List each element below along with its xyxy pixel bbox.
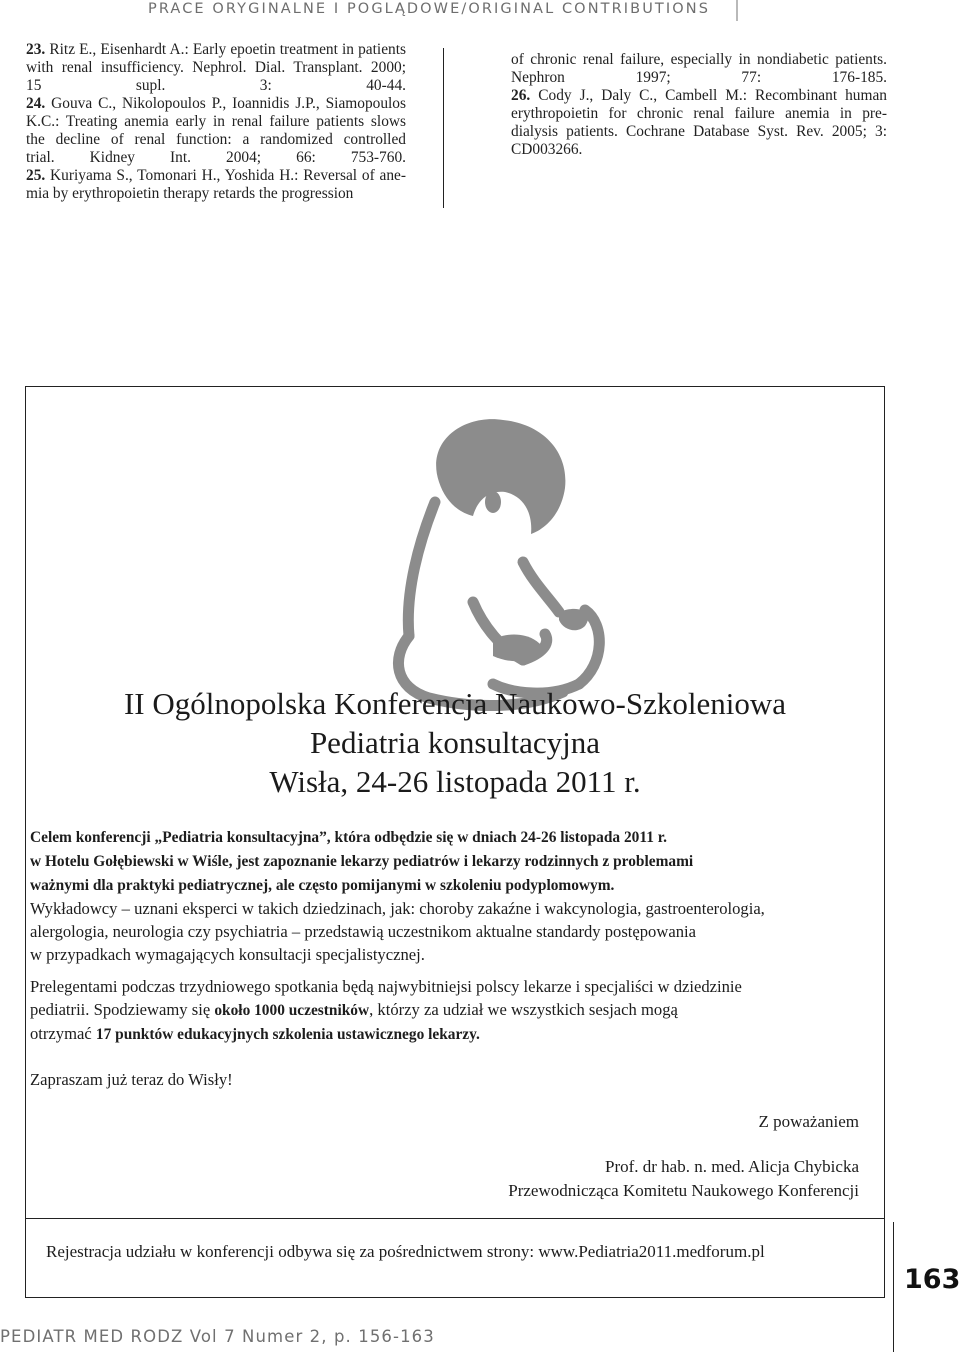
text-run: Gouva C., Nikolopoulos P., Ioannidis J.P., Siamopoulos: [51, 95, 406, 112]
text-line: [511, 123, 887, 141]
column-divider: [443, 48, 444, 208]
text-run: Prelegentami podczas trzydniowego spotkania będą najwybitniejsi polscy lekarze i specjaliści w dziedzinie: [30, 977, 742, 996]
text-run: w przypadkach wymagających konsultacji specjalistycznej.: [30, 945, 425, 964]
regards: Z poważaniem: [758, 1112, 859, 1131]
bold-text: ważnymi dla praktyki pediatrycznej, ale często pomijanymi w szkoleniu podyplomowym.: [30, 877, 615, 894]
text-line: [511, 51, 887, 69]
conference-subtitle: Pediatria konsultacyjna: [309, 725, 601, 760]
text-line: [26, 185, 406, 203]
text-line: [26, 41, 406, 59]
journal-footer: PEDIATR MED RODZ Vol 7 Numer 2, p. 156-163: [0, 1327, 435, 1346]
bold-text: około 1000 uczestników: [214, 1002, 370, 1019]
text-line: [30, 998, 868, 1022]
text-run: trial. Kidney Int. 2004; 66: 753-760.: [26, 149, 406, 166]
text-run: erythropoietin for chronic renal failure anemia in pre-: [511, 105, 887, 122]
conference-title: II Ogólnopolska Konferencja Naukowo-Szkoleniowa: [123, 686, 786, 721]
text-line: [26, 95, 406, 113]
text-line: [26, 131, 406, 149]
text-run: Nephron 1997; 77: 176-185.: [511, 69, 887, 86]
text-run: 15 supl. 3: 40-44.: [26, 77, 406, 94]
bold-text: Celem konferencji „Pediatria konsultacyjna”, która odbędzie się w dniach 24-26 listopada 2011 r.: [30, 829, 668, 846]
text-line: [30, 943, 868, 966]
text-run: Kuriyama S., Tomonari H., Yoshida H.: Reversal of ane-: [50, 167, 406, 184]
speakers-paragraph: [30, 975, 868, 1046]
text-run: dialysis patients. Cochrane Database Syst. Rev. 2005; 3:: [511, 123, 887, 140]
text-line: [30, 920, 868, 943]
text-line: [26, 59, 406, 77]
text-run: Wykładowcy – uznani eksperci w takich dziedzinach, jak: choroby zakaźne i wakcynologia, gastroenterologia,: [30, 899, 765, 918]
text-run: alergologia, neurologia czy psychiatria – przedstawią uczestnikom aktualne standardy postępowania: [30, 922, 696, 941]
text-line: [26, 113, 406, 131]
text-line: [30, 873, 868, 897]
text-run: of chronic renal failure, especially in nondiabetic patients.: [511, 51, 887, 68]
bold-text: 24.: [26, 95, 52, 112]
bold-text: 23.: [26, 41, 50, 58]
references-right-column: [511, 51, 887, 159]
text-line: [30, 849, 868, 873]
bold-text: 25.: [26, 167, 51, 184]
registration-link-text[interactable]: Rejestracja udziału w konferencji odbywa się za pośrednictwem strony: www.Pediatria2011.medforum.pl: [46, 1242, 765, 1261]
text-line: [26, 149, 406, 167]
conference-date-location: Wisła, 24-26 listopada 2011 r.: [269, 764, 641, 799]
running-header: PRACE ORYGINALNE I POGLĄDOWE/ORIGINAL CONTRIBUTIONS: [148, 1, 711, 17]
signatory-name: Prof. dr hab. n. med. Alicja Chybicka: [604, 1157, 859, 1176]
text-line: [30, 897, 868, 920]
text-run: CD003266.: [511, 141, 583, 158]
bold-text: 17 punktów edukacyjnych szkolenia ustawicznego lekarzy.: [95, 1026, 480, 1043]
registration-divider: [26, 1218, 884, 1219]
text-run: Ritz E., Eisenhardt A.: Early epoetin treatment in patients: [49, 41, 406, 58]
text-line: [511, 105, 887, 123]
conference-announcement: [25, 386, 885, 1298]
text-line: [511, 69, 887, 87]
text-run: otrzymać: [30, 1024, 96, 1043]
text-run: K.C.: Treating anemia early in renal failure patients slows: [26, 113, 406, 130]
header-rule: [736, 0, 738, 21]
text-run: with renal insufficiency. Nephrol. Dial. Transplant. 2000;: [26, 59, 406, 76]
text-run: , którzy za udział we wszystkich sesjach mogą: [369, 1000, 678, 1019]
text-line: [26, 167, 406, 185]
page-number-rule: [893, 1222, 894, 1352]
bold-text: w Hotelu Gołębiewski w Wiśle, jest zapoznanie lekarzy pediatrów i lekarzy rodzinnych z problemami: [30, 853, 694, 870]
sitting-child-illustration: [373, 412, 613, 722]
text-line: [30, 1022, 868, 1046]
invitation-text: Zapraszam już teraz do Wisły!: [30, 1070, 233, 1089]
text-line: [26, 77, 406, 95]
text-run: mia by erythropoietin therapy retards the progression: [26, 185, 354, 202]
bold-text: 26.: [511, 87, 539, 104]
conference-description: [30, 825, 868, 966]
text-line: [511, 141, 887, 159]
references-left-column: [26, 41, 406, 203]
text-run: pediatrii. Spodziewamy się: [30, 1000, 215, 1019]
text-run: Cody J., Daly C., Cambell M.: Recombinant human: [538, 87, 887, 104]
signatory-role: Przewodnicząca Komitetu Naukowego Konferencji: [508, 1181, 859, 1200]
text-line: [30, 825, 868, 849]
text-line: [30, 975, 868, 998]
page-number: 163: [904, 1264, 960, 1295]
text-line: [511, 87, 887, 105]
text-run: the decline of renal function: a randomized controlled: [26, 131, 406, 148]
